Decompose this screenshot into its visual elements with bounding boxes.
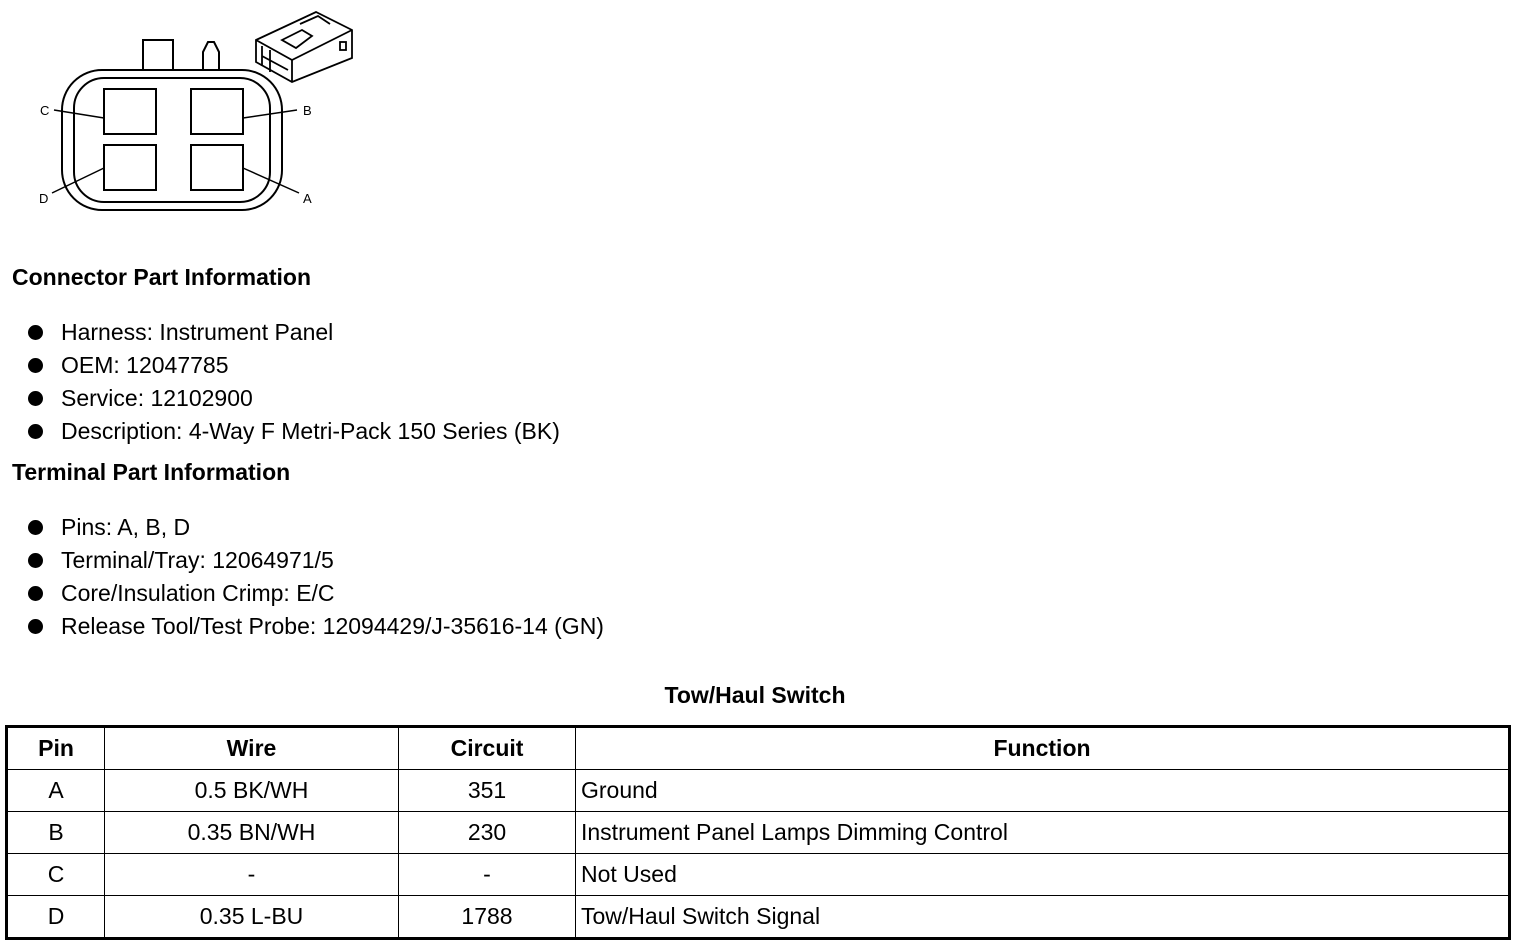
bullet-icon: [28, 586, 43, 601]
list-item: OEM: 12047785: [28, 349, 560, 382]
header-circuit: Circuit: [399, 727, 576, 770]
cell-wire: 0.5 BK/WH: [105, 770, 399, 812]
bullet-icon: [28, 619, 43, 634]
list-item: Core/Insulation Crimp: E/C: [28, 577, 604, 610]
list-item: Harness: Instrument Panel: [28, 316, 560, 349]
pin-label-a: A: [303, 191, 312, 206]
list-item: Service: 12102900: [28, 382, 560, 415]
connector-body-outer: [62, 70, 282, 210]
connector-face-diagram: [0, 0, 380, 230]
cell-wire: -: [105, 854, 399, 896]
cell-wire: 0.35 L-BU: [105, 896, 399, 939]
pin-table: [5, 725, 1511, 940]
header-wire: Wire: [105, 727, 399, 770]
list-item: Description: 4-Way F Metri-Pack 150 Series (BK): [28, 415, 560, 448]
terminal-info-heading: Terminal Part Information: [12, 459, 291, 485]
pin-label-c: C: [40, 103, 50, 118]
bullet-icon: [28, 553, 43, 568]
table-row: [7, 896, 1510, 939]
connector-latch-tab: [143, 40, 173, 72]
cell-circuit: 351: [399, 770, 576, 812]
cell-function: Ground: [576, 770, 1510, 812]
cell-function: Tow/Haul Switch Signal: [576, 896, 1510, 939]
header-pin: Pin: [7, 727, 105, 770]
bullet-icon: [28, 520, 43, 535]
cell-circuit: 230: [399, 812, 576, 854]
list-item: Pins: A, B, D: [28, 511, 604, 544]
pin-label-b: B: [303, 103, 312, 118]
bullet-icon: [28, 325, 43, 340]
table-row: [7, 854, 1510, 896]
cell-wire: 0.35 BN/WH: [105, 812, 399, 854]
bullet-icon: [28, 391, 43, 406]
connector-isometric-icon: [256, 12, 352, 82]
cell-pin: C: [7, 854, 105, 896]
table-header-row: [7, 727, 1510, 770]
terminal-info-list: [28, 511, 604, 643]
cell-pin: B: [7, 812, 105, 854]
table-row: [7, 812, 1510, 854]
list-item: Release Tool/Test Probe: 12094429/J-35616-14 (GN): [28, 610, 604, 643]
pin-table-title: Tow/Haul Switch: [664, 682, 846, 708]
bullet-icon: [28, 424, 43, 439]
connector-info-list: [28, 316, 560, 448]
cell-function: Not Used: [576, 854, 1510, 896]
header-function: Function: [576, 727, 1510, 770]
cell-circuit: -: [399, 854, 576, 896]
list-item: Terminal/Tray: 12064971/5: [28, 544, 604, 577]
pin-label-d: D: [39, 191, 49, 206]
connector-info-heading: Connector Part Information: [12, 264, 312, 290]
cell-function: Instrument Panel Lamps Dimming Control: [576, 812, 1510, 854]
bullet-icon: [28, 358, 43, 373]
cell-pin: A: [7, 770, 105, 812]
cell-circuit: 1788: [399, 896, 576, 939]
cell-pin: D: [7, 896, 105, 939]
table-row: [7, 770, 1510, 812]
